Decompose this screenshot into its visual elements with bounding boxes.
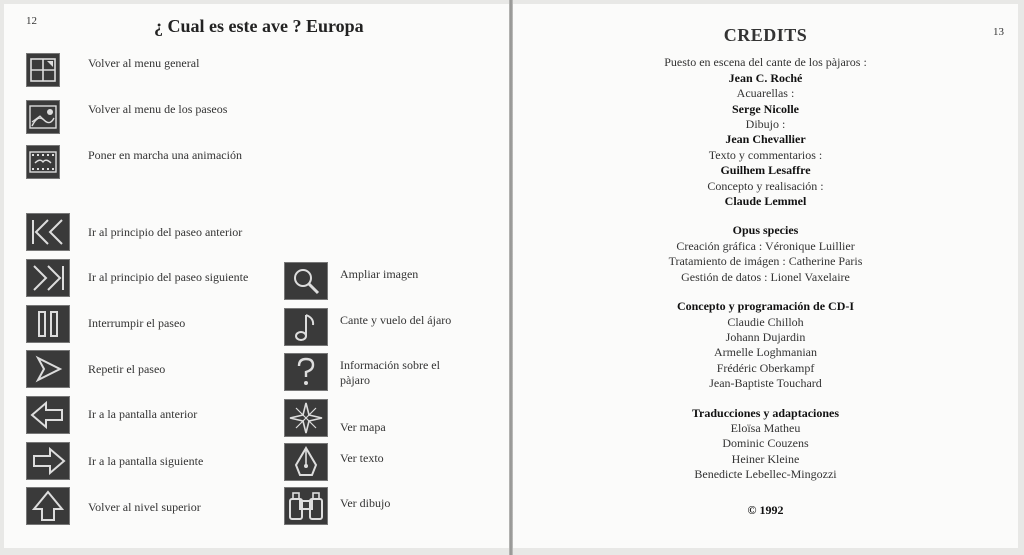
question-mark-icon — [284, 353, 328, 391]
icon-label: Ver texto — [340, 451, 384, 465]
credit-name: Claude Lemmel — [724, 194, 807, 209]
credit-line: Creación gráfica : Véronique Luillier — [676, 238, 855, 253]
credit-line: Heiner Kleine — [731, 451, 800, 466]
icon-label: Repetir el paseo — [88, 362, 166, 376]
pause-icon — [26, 305, 70, 343]
compass-rose-icon — [284, 399, 328, 437]
credit-line: Tratamiento de imágen : Catherine Paris — [668, 254, 863, 269]
credit-line: Benedicte Lebellec-Mingozzi — [694, 467, 837, 482]
copyright: © 1992 — [747, 502, 784, 517]
icon-label: Volver al menu general — [88, 56, 200, 70]
credit-line: Texto y commentarios : — [708, 147, 823, 162]
credit-line: Concepto y realisación : — [707, 178, 824, 193]
icon-label: Ir a la pantalla siguiente — [88, 454, 204, 468]
credit-line: Johann Dujardin — [725, 329, 806, 344]
binoculars-icon — [284, 487, 328, 525]
icon-label: Ir al principio del paseo anterior — [88, 225, 243, 239]
page-number: 12 — [26, 15, 37, 27]
icon-label: Ver dibujo — [340, 496, 391, 510]
play-icon — [26, 350, 70, 388]
credit-section-heading: Opus species — [732, 223, 799, 238]
credit-section-heading: Concepto y programación de CD-I — [676, 299, 855, 314]
music-note-icon — [284, 308, 328, 346]
credit-line: Frédéric Oberkampf — [716, 360, 815, 375]
credit-name: Guilhem Lesaffre — [720, 163, 811, 178]
icon-label: Interrumpir el paseo — [88, 316, 186, 330]
credit-line: Gestión de datos : Lionel Vaxelaire — [681, 269, 850, 284]
credit-line: Acuarellas : — [736, 86, 795, 101]
credit-section-heading: Traducciones y adaptaciones — [691, 405, 840, 420]
right-page — [513, 4, 1018, 548]
credit-name: Serge Nicolle — [732, 101, 799, 116]
next-screen-icon — [26, 442, 70, 480]
credit-line: Claudie Chilloh — [727, 314, 804, 329]
general-menu-icon — [26, 53, 60, 87]
icon-label: Información sobre el pàjaro — [340, 358, 440, 387]
icon-label: Ir al principio del paseo siguiente — [88, 270, 249, 284]
icon-label: Ver mapa — [340, 420, 386, 434]
upper-level-icon — [26, 487, 70, 525]
magnifier-icon — [284, 262, 328, 300]
fast-forward-icon — [26, 259, 70, 297]
credit-line: Eloïsa Matheu — [730, 420, 801, 435]
credit-line: Armelle Loghmanian — [714, 345, 817, 360]
icon-label: Volver al menu de los paseos — [88, 102, 228, 116]
page-title: ¿ Cual es este ave ? Europa — [154, 16, 364, 36]
film-animation-icon — [26, 145, 60, 179]
credit-name: Jean C. Roché — [728, 70, 803, 85]
credit-line: Dominic Couzens — [722, 436, 809, 451]
icon-label: Poner en marcha una animación — [88, 148, 242, 162]
previous-screen-icon — [26, 396, 70, 434]
walks-menu-icon — [26, 100, 60, 134]
icon-label: Cante y vuelo del ájaro — [340, 313, 452, 327]
credit-line: Jean-Baptiste Touchard — [709, 376, 822, 391]
credit-line: Dibujo : — [745, 117, 786, 132]
icon-label: Ir a la pantalla anterior — [88, 407, 198, 421]
credit-name: Jean Chevallier — [725, 132, 806, 147]
page-number: 13 — [993, 26, 1004, 38]
rewind-icon — [26, 213, 70, 251]
left-page — [4, 4, 509, 548]
credits-list — [513, 25, 1018, 518]
icon-label: Ampliar imagen — [340, 267, 419, 281]
credits-heading: CREDITS — [723, 25, 808, 45]
icon-label: Volver al nivel superior — [88, 500, 201, 514]
credit-line: Puesto en escena del cante de los pàjaros : — [664, 55, 867, 70]
pen-nib-icon — [284, 443, 328, 481]
